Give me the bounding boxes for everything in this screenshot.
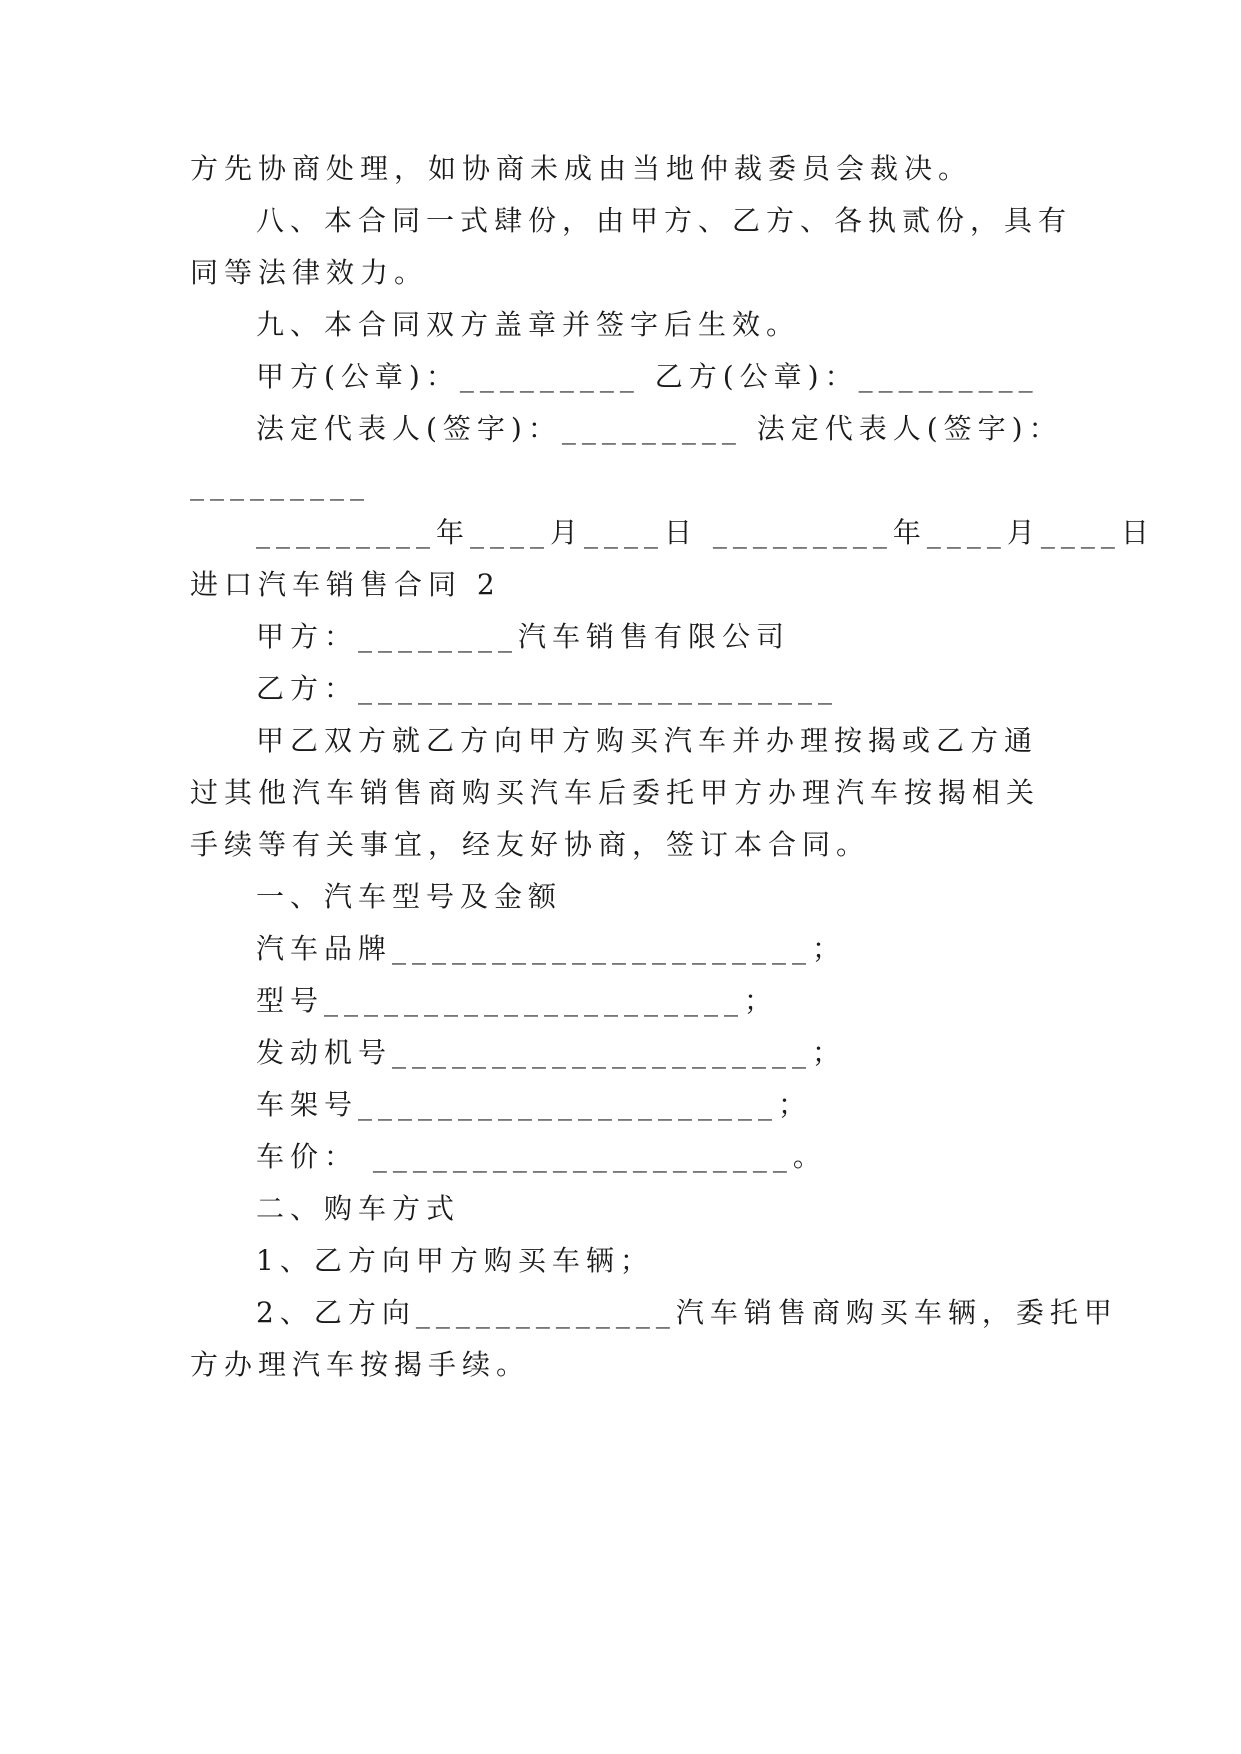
party-b-line: 乙方：________________________ <box>256 672 839 705</box>
contract-title: 进口汽车销售合同 2 <box>190 568 501 601</box>
date-line: _________年____月____日 _________年____月____日 <box>256 516 1155 549</box>
preamble-line: 过其他汽车销售商购买汽车后委托甲方办理汽车按揭相关 <box>190 776 1041 809</box>
paragraph-line: 方先协商处理，如协商未成由当地仲裁委员会裁决。 <box>190 152 973 185</box>
purchase-option-2: 2、乙方向_____________汽车销售商购买车辆，委托甲 <box>256 1296 1118 1329</box>
preamble-line: 手续等有关事宜，经友好协商，签订本合同。 <box>190 828 871 861</box>
purchase-option-1: 1、乙方向甲方购买车辆； <box>256 1244 654 1277</box>
seal-line: 甲方(公章)：_________ 乙方(公章)：_________ <box>256 360 1039 393</box>
section-2-heading: 二、购车方式 <box>256 1192 461 1225</box>
car-model-field: 型号_____________________； <box>256 984 779 1017</box>
party-a-line: 甲方：________汽车销售有限公司 <box>256 620 791 653</box>
section-1-heading: 一、汽车型号及金额 <box>256 880 563 913</box>
car-brand-field: 汽车品牌_____________________； <box>256 932 847 965</box>
vin-field: 车架号_____________________； <box>256 1088 813 1121</box>
paragraph-line: 方办理汽车按揭手续。 <box>190 1348 531 1381</box>
signature-blank: _________ <box>190 468 370 501</box>
preamble-line: 甲乙双方就乙方向甲方购买汽车并办理按揭或乙方通 <box>256 724 1039 757</box>
clause-8-line: 八、本合同一式肆份，由甲方、乙方、各执贰份，具有 <box>256 204 1073 237</box>
representative-line: 法定代表人(签字)：_________ 法定代表人(签字)： <box>256 412 1063 445</box>
engine-number-field: 发动机号_____________________； <box>256 1036 847 1069</box>
car-price-field: 车价： _____________________。 <box>256 1140 827 1173</box>
paragraph-line: 同等法律效力。 <box>190 256 429 289</box>
clause-9-line: 九、本合同双方盖章并签字后生效。 <box>256 308 801 341</box>
